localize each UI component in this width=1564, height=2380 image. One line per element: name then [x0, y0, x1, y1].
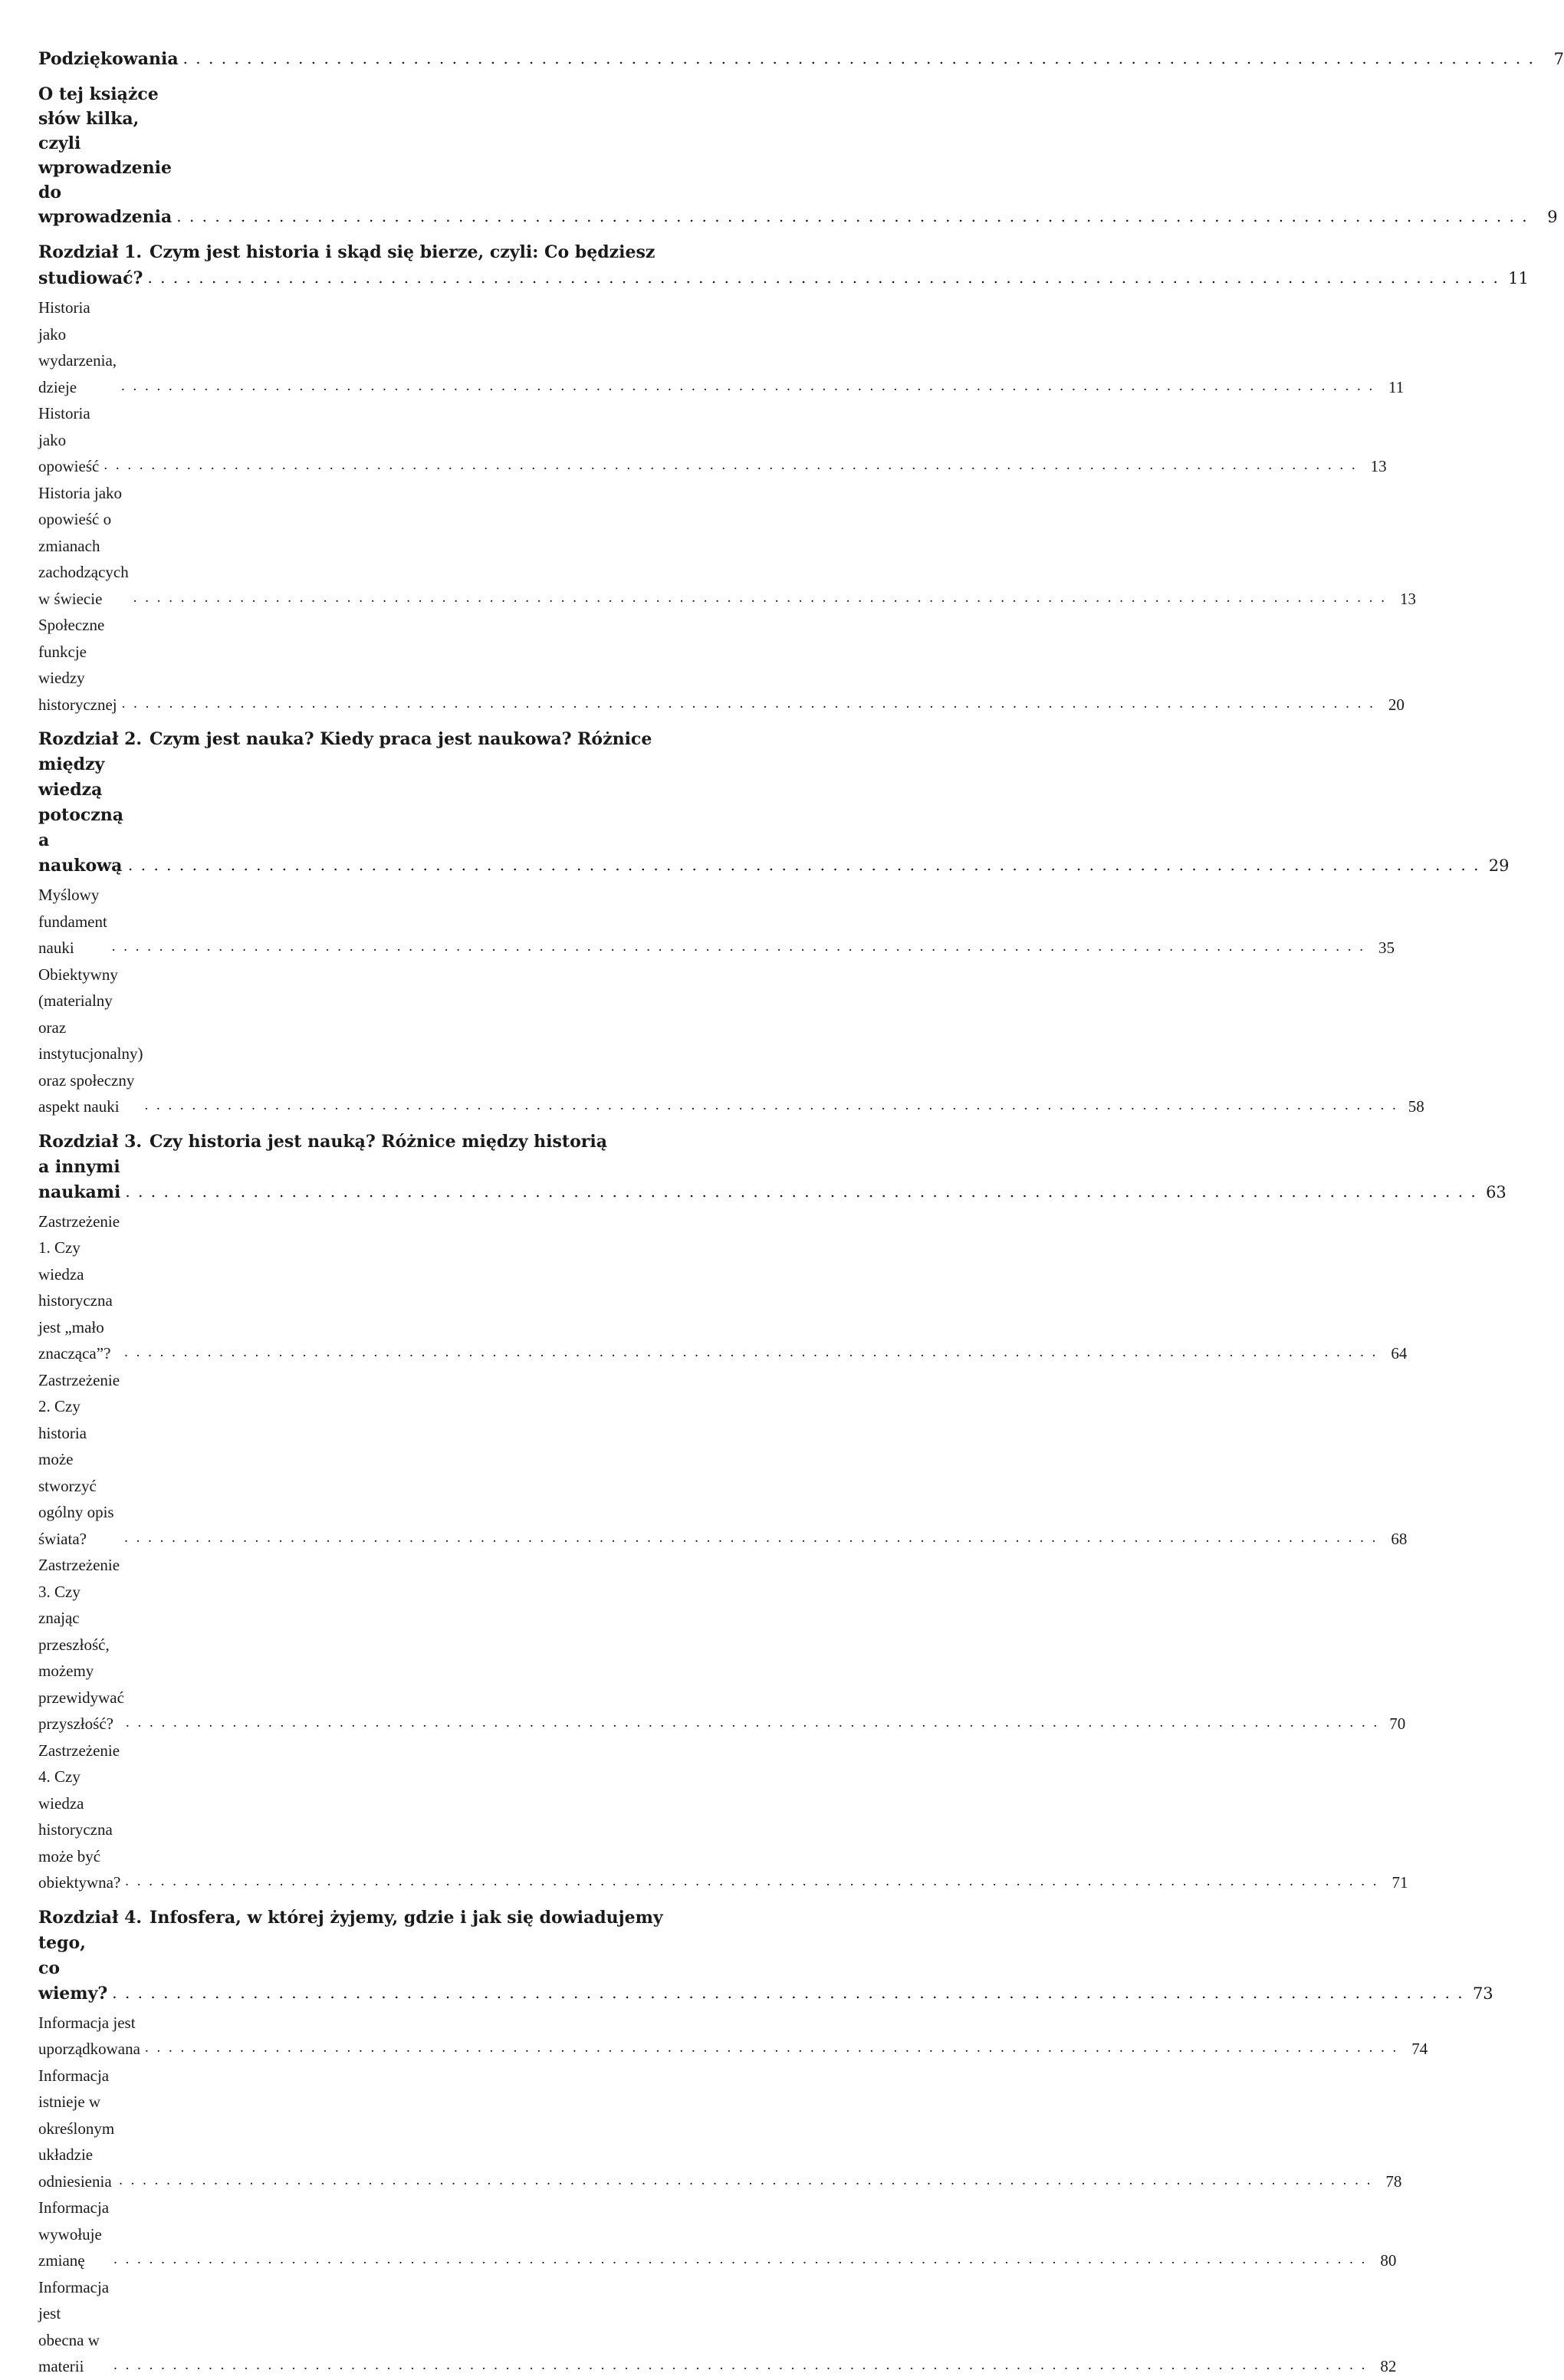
leader-dots: [144, 1093, 1398, 1120]
toc-section[interactable]: [38, 1367, 1408, 1553]
chapter-label: Rozdział 2.: [38, 729, 143, 749]
leader-dots: [125, 1179, 1477, 1205]
leader-dots: [104, 452, 1357, 480]
leader-dots: [112, 934, 1365, 962]
leader-dots: [119, 2168, 1372, 2195]
toc-entry-acknowledgements[interactable]: [38, 46, 1564, 71]
chapter-title-line2: studiować?: [38, 268, 143, 288]
leader-dots: [147, 265, 1499, 291]
toc-page-number: 64: [1391, 1344, 1408, 1363]
toc-section[interactable]: [38, 2274, 1397, 2380]
toc-section[interactable]: [38, 962, 1424, 1120]
toc-section-title: Zastrzeżenie 4. Czy wiedza historyczna może być obiektywna?: [38, 1741, 121, 1892]
leader-dots: [176, 204, 1528, 229]
toc-section[interactable]: [38, 882, 1395, 962]
toc-section[interactable]: [38, 2063, 1402, 2195]
toc-section[interactable]: [38, 612, 1405, 718]
toc-section[interactable]: [38, 2010, 1428, 2063]
leader-dots: [124, 1340, 1378, 1367]
leader-dots: [122, 691, 1375, 718]
toc-section-title: Obiektywny (materialny oraz instytucjonalny) oraz społeczny aspekt nauki: [38, 965, 143, 1116]
toc-page-number: 11: [1508, 269, 1529, 288]
toc-section[interactable]: [38, 480, 1416, 613]
chapter-title-line1: Czym jest nauka? Kiedy praca jest naukowa? Różnice: [150, 729, 652, 749]
toc-page-number: 20: [1388, 695, 1405, 714]
toc-page-number: 29: [1488, 856, 1510, 875]
toc-section-title: Zastrzeżenie 2. Czy historia może stworzyć ogólny opis świata?: [38, 1370, 120, 1548]
toc-section-title: Historia jako opowieść: [38, 404, 100, 475]
leader-dots: [124, 1525, 1378, 1553]
table-of-contents: [38, 46, 1564, 2380]
leader-dots: [126, 1710, 1379, 1737]
toc-page-number: 9: [1547, 208, 1558, 226]
toc-page-number: 78: [1385, 2171, 1402, 2191]
toc-page-number: 82: [1380, 2357, 1397, 2375]
toc-section-title: Myślowy fundament nauki: [38, 886, 107, 957]
leader-dots: [112, 1981, 1464, 2007]
toc-section[interactable]: [38, 1208, 1408, 1367]
toc-page-number: 73: [1472, 1984, 1493, 2003]
chapter-label: Rozdział 3.: [38, 1131, 143, 1152]
toc-section[interactable]: [38, 400, 1387, 480]
chapter-title-line1: Infosfera, w której żyjemy, gdzie i jak się dowiadujemy: [150, 1907, 663, 1928]
chapter-title-line2: a innymi naukami: [38, 1156, 121, 1202]
toc-section-title: Informacja istnieje w określonym układzie odniesienia: [38, 2066, 115, 2191]
toc-section-title: Zastrzeżenie 3. Czy znając przeszłość, możemy przewidywać przyszłość?: [38, 1556, 124, 1733]
leader-dots: [133, 585, 1387, 613]
toc-page-number: 11: [1388, 377, 1405, 396]
toc-section[interactable]: [38, 2194, 1397, 2274]
toc-section[interactable]: [38, 1552, 1406, 1737]
leader-dots: [121, 373, 1375, 401]
chapter-title-line1: Czy historia jest nauką? Różnice między historią: [150, 1131, 607, 1152]
toc-section-title: Informacja jest obecna w materii: [38, 2277, 110, 2375]
toc-section[interactable]: [38, 294, 1405, 400]
toc-page-number: 71: [1392, 1873, 1408, 1892]
toc-section-title: Informacja wywołuje zmianę: [38, 2198, 110, 2270]
toc-page-number: 58: [1408, 1097, 1424, 1116]
toc-chapter-4[interactable]: [38, 1905, 1493, 2007]
toc-page-number: 68: [1391, 1529, 1408, 1548]
toc-page-number: 80: [1380, 2251, 1397, 2270]
toc-page-number: 13: [1370, 457, 1387, 475]
toc-chapter-3[interactable]: [38, 1129, 1506, 1205]
toc-page-number: 35: [1378, 939, 1395, 957]
toc-section-title: Historia jako wydarzenia, dzieje: [38, 298, 117, 396]
toc-section-title: Społeczne funkcje wiedzy historycznej: [38, 616, 117, 714]
toc-chapter-2[interactable]: [38, 727, 1510, 879]
toc-page-number: 63: [1486, 1182, 1506, 1202]
toc-entry-introduction[interactable]: [38, 82, 1558, 229]
chapter-title-line2: między wiedzą potoczną a naukową: [38, 754, 124, 876]
leader-dots: [113, 2352, 1367, 2380]
toc-section-title: Informacja jest uporządkowana: [38, 2013, 140, 2058]
toc-chapter-1[interactable]: [38, 240, 1529, 291]
chapter-label: Rozdział 1.: [38, 242, 143, 262]
toc-section-title: Historia jako opowieść o zmianach zachodzących w świecie: [38, 483, 129, 608]
toc-section[interactable]: [38, 1737, 1408, 1896]
toc-entry-title: O tej książce słów kilka, czyli wprowadzenie do wprowadzenia: [38, 84, 172, 227]
toc-page-number: 74: [1411, 2040, 1428, 2058]
toc-entry-title: Podziękowania: [38, 49, 179, 69]
leader-dots: [183, 46, 1535, 71]
toc-page-number: 70: [1389, 1714, 1406, 1733]
leader-dots: [125, 1869, 1378, 1896]
leader-dots: [128, 853, 1480, 879]
toc-page-number: 7: [1553, 50, 1564, 68]
chapter-title-line2: tego, co wiemy?: [38, 1932, 108, 2004]
chapter-title-line1: Czym jest historia i skąd się bierze, czyli: Co będziesz: [150, 242, 656, 262]
chapter-label: Rozdział 4.: [38, 1907, 143, 1928]
toc-section-title: Zastrzeżenie 1. Czy wiedza historyczna jest „mało znacząca”?: [38, 1211, 120, 1363]
toc-page-number: 13: [1400, 589, 1416, 608]
leader-dots: [145, 2035, 1398, 2063]
leader-dots: [113, 2247, 1367, 2274]
